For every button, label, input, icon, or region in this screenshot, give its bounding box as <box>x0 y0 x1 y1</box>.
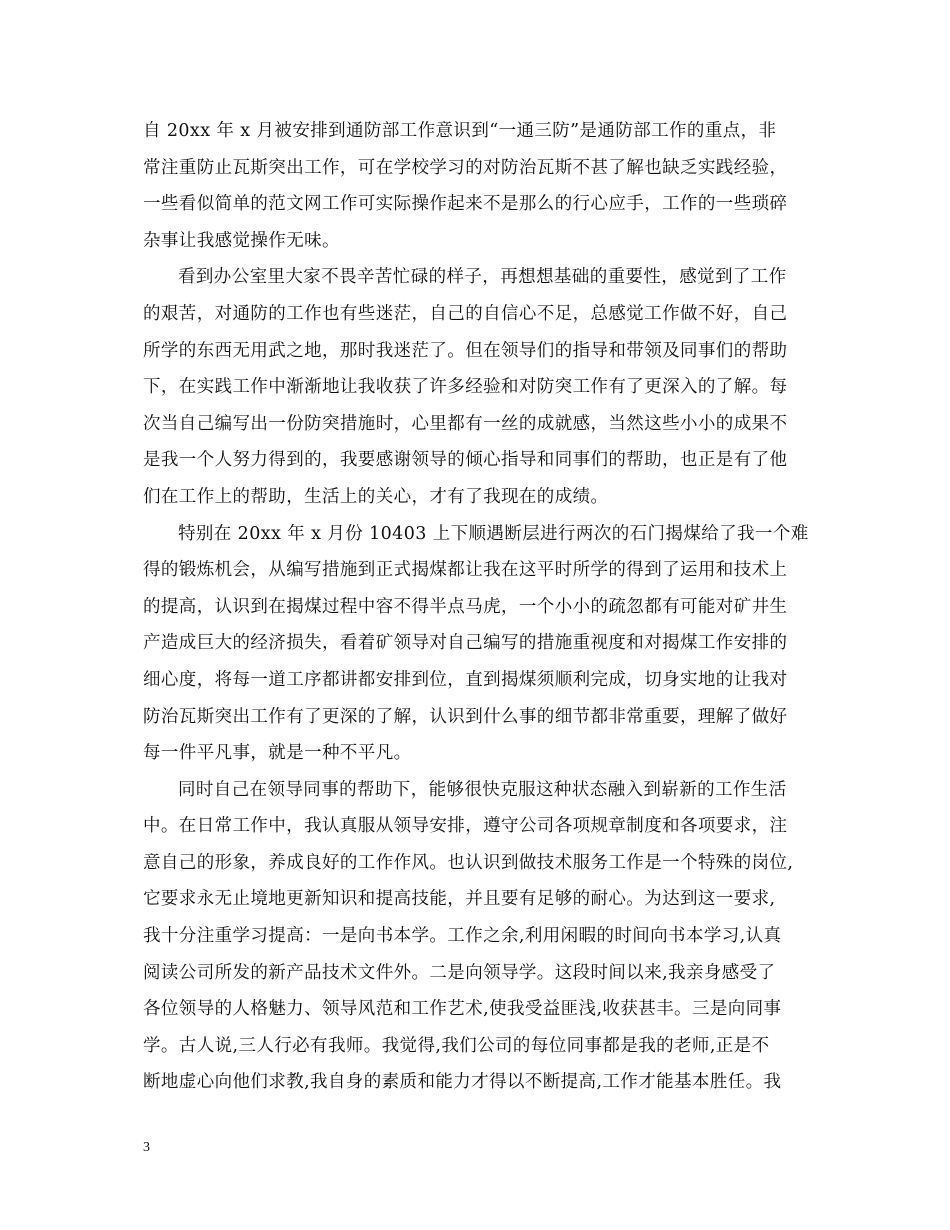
text-line: 次当自己编写出一份防突措施时，心里都有一丝的成就感，当然这些小小的成果不 <box>143 413 788 434</box>
text-line: 每一件平凡事，就是一种不平凡。 <box>143 743 412 764</box>
text-line: 所学的东西无用武之地，那时我迷茫了。但在领导们的指导和带领及同事们的帮助 <box>143 340 788 361</box>
text-line: 细心度，将每一道工序都讲都安排到位，直到揭煤须顺利完成，切身实地的让我对 <box>143 669 788 690</box>
text-line: 特别在 20xx 年 x 月份 10403 上下顺遇断层进行两次的石门揭煤给了我一个难 <box>178 523 809 544</box>
text-line: 自 20xx 年 x 月被安排到通防部工作意识到“一通三防”是通防部工作的重点，非 <box>143 121 777 141</box>
text-line: 杂事让我感觉操作无味。 <box>143 230 340 251</box>
text-line: 中。在日常工作中，我认真服从领导安排，遵守公司各项规章制度和各项要求，注 <box>143 816 788 837</box>
page-number: 3 <box>143 1140 150 1155</box>
text-line: 阅读公司所发的新产品技术文件外。二是向领导学。这段时间以来,我亲身感受了 <box>143 962 776 983</box>
text-line: 学。古人说,三人行必有我师。我觉得,我们公司的每位同事都是我的老师,正是不 <box>143 1035 770 1056</box>
text-line: 常注重防止瓦斯突出工作，可在学校学习的对防治瓦斯不甚了解也缺乏实践经验， <box>143 157 788 178</box>
paragraph <box>143 772 813 1101</box>
text-line: 的提高，认识到在揭煤过程中容不得半点马虎，一个小小的疏忽都有可能对矿井生 <box>143 596 788 617</box>
text-line: 的艰苦，对通防的工作也有些迷茫，自己的自信心不足，总感觉工作做不好，自己 <box>143 303 788 324</box>
text-line: 下，在实践工作中渐渐地让我收获了许多经验和对防突工作有了更深入的了解。每 <box>143 377 788 398</box>
text-line: 得的锻炼机会，从编写措施到正式揭煤都让我在这平时所学的得到了运用和技术上 <box>143 560 788 581</box>
paragraph <box>143 259 813 515</box>
text-line: 意自己的形象，养成良好的工作作风。也认识到做技术服务工作是一个特殊的岗位, <box>143 852 794 873</box>
paragraph <box>143 516 813 772</box>
text-line: 一些看似简单的范文网工作可实际操作起来不是那么的行心应手，工作的一些琐碎 <box>143 194 788 215</box>
text-line: 防治瓦斯突出工作有了更深的了解，认识到什么事的细节都非常重要，理解了做好 <box>143 706 788 727</box>
paragraph <box>143 113 813 259</box>
text-line: 们在工作上的帮助，生活上的关心，才有了我现在的成绩。 <box>143 486 609 507</box>
text-line: 同时自己在领导同事的帮助下，能够很快克服这种状态融入到崭新的工作生活 <box>178 779 787 800</box>
text-line: 我十分注重学习提高：一是向书本学。工作之余,利用闲暇的时间向书本学习,认真 <box>143 926 782 947</box>
text-line: 看到办公室里大家不畏辛苦忙碌的样子，再想想基础的重要性，感觉到了工作 <box>178 267 787 288</box>
text-line: 是我一个人努力得到的，我要感谢领导的倾心指导和同事们的帮助，也正是有了他 <box>143 450 788 471</box>
text-line: 产造成巨大的经济损失，看着矿领导对自己编写的措施重视度和对揭煤工作安排的 <box>143 633 788 654</box>
text-line: 断地虚心向他们求教,我自身的素质和能力才得以不断提高,工作才能基本胜任。我 <box>143 1072 782 1093</box>
text-line: 各位领导的人格魅力、领导风范和工作艺术,使我受益匪浅,收获甚丰。三是向同事 <box>143 999 782 1020</box>
text-line: 它要求永无止境地更新知识和提高技能，并且要有足够的耐心。为达到这一要求, <box>143 889 776 910</box>
body-text <box>143 113 813 1101</box>
